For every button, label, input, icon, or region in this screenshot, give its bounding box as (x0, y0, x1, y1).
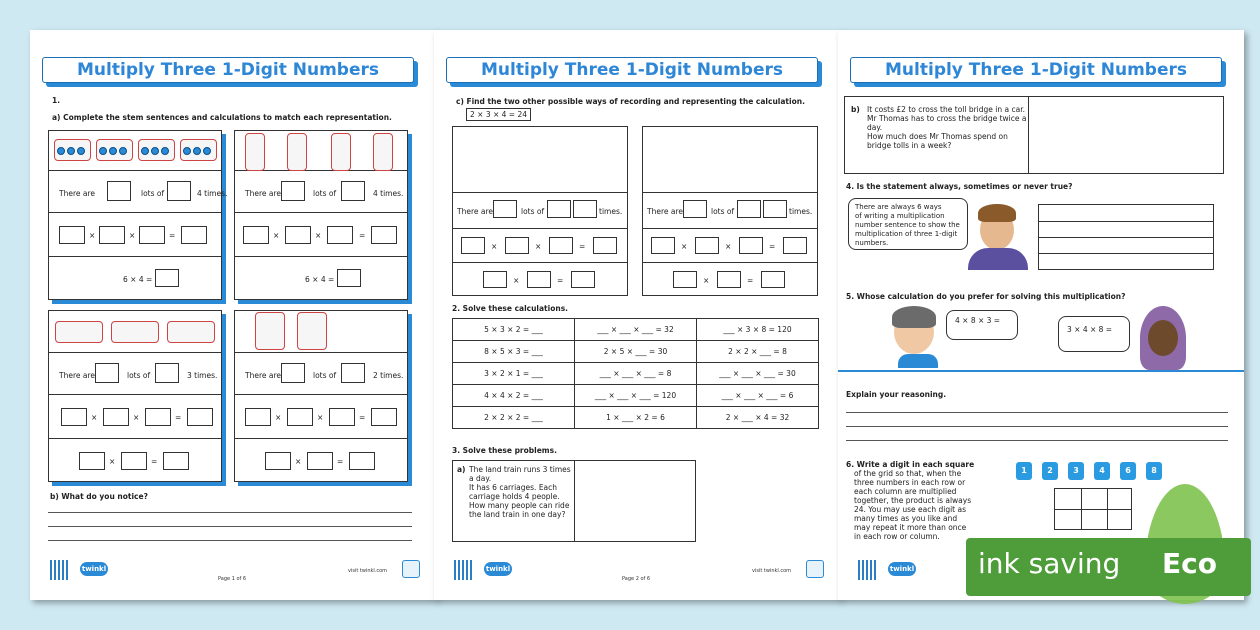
times-sign: × (317, 413, 324, 422)
problem-text: Mr Thomas has to cross the bridge twice a (867, 114, 1027, 123)
answer-box[interactable] (59, 226, 85, 244)
times-label: 2 times. (373, 371, 404, 380)
visit-link[interactable]: visit twinkl.com (752, 568, 792, 574)
egg-tray (111, 321, 159, 343)
answer-box[interactable] (99, 226, 125, 244)
answer-box[interactable] (673, 271, 697, 288)
worksheet-page-1 (30, 30, 436, 600)
table-row (453, 319, 819, 341)
digit-grid (1054, 488, 1132, 530)
table-cell[interactable]: ___ × ___ × ___ = 30 (697, 363, 819, 385)
statement-line: numbers. (855, 239, 889, 247)
times-sign: × (491, 242, 498, 251)
section-divider (838, 370, 1244, 372)
problem-text: bridge tolls in a week? (867, 141, 952, 150)
egg-trays-row (49, 131, 221, 171)
problem-a-box (452, 460, 696, 542)
egg-tray (55, 321, 103, 343)
representation-panel-2 (234, 130, 408, 300)
explain-label: Explain your reasoning. (846, 390, 947, 399)
answer-box[interactable] (763, 200, 787, 218)
question-2: 2. Solve these calculations. (452, 304, 569, 313)
statement-line: There are always 6 ways (855, 203, 942, 211)
answer-box[interactable] (337, 269, 361, 287)
times-sign: × (725, 242, 732, 251)
speech-bubble (848, 198, 968, 250)
answer-box[interactable] (145, 408, 171, 426)
qr-code-icon (858, 560, 878, 580)
question-6-line: together, the product is always (854, 496, 972, 505)
question-6-line: may repeat it more than once (854, 523, 967, 532)
problem-label: a) (457, 465, 466, 474)
page-footer (30, 546, 436, 600)
egg-tray (373, 133, 393, 171)
answer-box[interactable] (287, 408, 313, 426)
digit-tile[interactable]: 2 (1042, 462, 1058, 480)
table-row (453, 341, 819, 363)
problem-text: a day. (469, 474, 492, 483)
equals-sign: = (337, 457, 344, 466)
answer-line[interactable] (48, 512, 412, 513)
statement-line: multiplication of three 1-digit (855, 230, 958, 238)
boy-avatar (954, 204, 1034, 270)
answer-box[interactable] (695, 237, 719, 254)
times-sign: × (295, 457, 302, 466)
table-cell[interactable]: 1 × ___ × 2 = 6 (575, 407, 697, 429)
table-row (453, 385, 819, 407)
egg-tray (287, 133, 307, 171)
quality-badge-icon (402, 560, 420, 578)
answer-box[interactable] (527, 271, 551, 288)
digit-tile[interactable]: 8 (1146, 462, 1162, 480)
egg-trays-row (49, 311, 221, 353)
answer-box[interactable] (493, 200, 517, 218)
question-6-line: in each row or column. (854, 532, 940, 541)
times-label: times. (789, 207, 813, 216)
answer-box[interactable] (505, 237, 529, 254)
times-label: 4 times. (197, 189, 228, 198)
answer-line[interactable] (48, 526, 412, 527)
times-sign: × (89, 231, 96, 240)
problem-text: The land train runs 3 times (469, 465, 571, 474)
quality-badge-icon (806, 560, 824, 578)
eco-text: ink saving (978, 547, 1121, 580)
table-cell[interactable]: 5 × 3 × 2 = ___ (453, 319, 575, 341)
worksheet-page-2 (434, 30, 840, 600)
twinkl-logo: twinkl (484, 562, 512, 576)
question-3: 3. Solve these problems. (452, 446, 557, 455)
lots-of-label: lots of (711, 207, 735, 216)
answer-box[interactable] (121, 452, 147, 470)
problem-label: b) (851, 105, 860, 114)
answer-box[interactable] (95, 363, 119, 383)
representation-panel-1 (48, 130, 228, 300)
calculation-text: 6 × 4 = (305, 275, 335, 284)
times-sign: × (109, 457, 116, 466)
answer-line[interactable] (48, 540, 412, 541)
digit-tile[interactable]: 6 (1120, 462, 1136, 480)
answer-box[interactable] (181, 226, 207, 244)
answer-line[interactable] (846, 412, 1228, 413)
page-number: Page 1 of 6 (218, 576, 247, 582)
girl-avatar (1136, 306, 1190, 370)
times-sign: × (535, 242, 542, 251)
times-sign: × (315, 231, 322, 240)
table-cell[interactable]: 4 × 4 × 2 = ___ (453, 385, 575, 407)
question-5: 5. Whose calculation do you prefer for solving this multiplication? (846, 292, 1126, 301)
calc-bubble-b: 3 × 4 × 8 = (1058, 316, 1130, 352)
equals-sign: = (747, 276, 754, 285)
egg-tray (331, 133, 351, 171)
answer-box[interactable] (155, 363, 179, 383)
question-6-line: three numbers in each row or (854, 478, 966, 487)
problem-text: the land train in one day? (469, 510, 566, 519)
answer-box[interactable] (651, 237, 675, 254)
egg-tray (54, 139, 91, 161)
answer-box[interactable] (155, 269, 179, 287)
table-cell[interactable]: ___ × ___ × ___ = 8 (575, 363, 697, 385)
eco-label: Eco (1162, 547, 1217, 580)
answer-box[interactable] (717, 271, 741, 288)
answer-box[interactable] (371, 408, 397, 426)
equals-sign: = (769, 242, 776, 251)
answer-area[interactable] (1029, 97, 1223, 173)
calc-bubble-a: 4 × 8 × 3 = (946, 310, 1018, 340)
egg-tray (180, 139, 217, 161)
egg-trays-row (235, 311, 407, 353)
problem-text: How many people can ride (469, 501, 570, 510)
equals-sign: = (175, 413, 182, 422)
answer-box[interactable] (593, 237, 617, 254)
table-cell[interactable]: ___ × ___ × ___ = 32 (575, 319, 697, 341)
problem-text: carriage holds 4 people. (469, 492, 560, 501)
lots-of-label: lots of (141, 189, 165, 198)
there-are-label: There are (59, 371, 95, 380)
page-number: Page 2 of 6 (622, 576, 651, 582)
answer-box[interactable] (307, 452, 333, 470)
answer-box[interactable] (341, 363, 365, 383)
equals-sign: = (579, 242, 586, 251)
answer-box[interactable] (371, 226, 397, 244)
representation-panel-4 (234, 310, 408, 482)
answer-box[interactable] (737, 200, 761, 218)
times-sign: × (273, 231, 280, 240)
question-number: 1. (52, 96, 61, 105)
problem-text: day. (867, 123, 883, 132)
table-row (453, 407, 819, 429)
times-sign: × (133, 413, 140, 422)
times-sign: × (275, 413, 282, 422)
egg-tray (297, 312, 327, 350)
answer-box[interactable] (103, 408, 129, 426)
answer-box[interactable] (739, 237, 763, 254)
problem-text: It has 6 carriages. Each (469, 483, 558, 492)
egg-tray (138, 139, 175, 161)
table-cell[interactable]: 2 × 5 × ___ = 30 (575, 341, 697, 363)
question-6-line: of the grid so that, when the (854, 469, 962, 478)
lots-of-label: lots of (313, 189, 337, 198)
there-are-label: There are (457, 207, 493, 216)
answer-area[interactable] (575, 461, 695, 541)
answer-box[interactable] (349, 452, 375, 470)
visit-link[interactable]: visit twinkl.com (348, 568, 388, 574)
table-cell[interactable]: ___ × 3 × 8 = 120 (697, 319, 819, 341)
question-6-line: 24. You may use each digit as (854, 505, 966, 514)
equals-sign: = (359, 413, 366, 422)
times-sign: × (681, 242, 688, 251)
answer-box[interactable] (265, 452, 291, 470)
qr-code-icon (50, 560, 70, 580)
twinkl-logo: twinkl (80, 562, 108, 576)
table-cell[interactable]: 8 × 5 × 3 = ___ (453, 341, 575, 363)
given-calculation: 2 × 3 × 4 = 24 (466, 108, 531, 121)
table-cell[interactable]: 2 × ___ × 4 = 32 (697, 407, 819, 429)
answer-box[interactable] (245, 408, 271, 426)
question-6-line: many times as you like and (854, 514, 958, 523)
qr-code-icon (454, 560, 474, 580)
answer-box[interactable] (683, 200, 707, 218)
answer-box[interactable] (167, 181, 191, 201)
egg-tray (96, 139, 133, 161)
answer-box[interactable] (341, 181, 365, 201)
equals-sign: = (557, 276, 564, 285)
answer-box[interactable] (281, 181, 305, 201)
table-cell[interactable]: 2 × 2 × ___ = 8 (697, 341, 819, 363)
egg-trays-row (235, 131, 407, 171)
question-6-line: each column are multiplied (854, 487, 957, 496)
problem-text: How much does Mr Thomas spend on (867, 132, 1008, 141)
answer-box[interactable] (327, 226, 353, 244)
answer-box[interactable] (761, 271, 785, 288)
answer-line[interactable] (846, 426, 1228, 427)
table-cell[interactable]: 2 × 2 × 2 = ___ (453, 407, 575, 429)
answer-box[interactable] (107, 181, 131, 201)
table-row (453, 363, 819, 385)
times-sign: × (703, 276, 710, 285)
twinkl-logo: twinkl (888, 562, 916, 576)
egg-tray (245, 133, 265, 171)
answer-box[interactable] (571, 271, 595, 288)
answer-box[interactable] (61, 408, 87, 426)
equals-sign: = (169, 231, 176, 240)
times-sign: × (129, 231, 136, 240)
answer-lines-box (1038, 204, 1214, 270)
problem-b-box (844, 96, 1224, 174)
egg-tray (255, 312, 285, 350)
answer-box[interactable] (461, 237, 485, 254)
table-cell[interactable]: ___ × ___ × ___ = 120 (575, 385, 697, 407)
page-title: Multiply Three 1-Digit Numbers (446, 57, 818, 83)
times-label: times. (599, 207, 623, 216)
egg-tray (167, 321, 215, 343)
problem-text: It costs £2 to cross the toll bridge in a car. (867, 105, 1025, 114)
table-cell[interactable]: 3 × 2 × 1 = ___ (453, 363, 575, 385)
there-are-label: There are (59, 189, 95, 198)
there-are-label: There are (647, 207, 683, 216)
question-c: c) Find the two other possible ways of recording and representing the calculation. (456, 97, 805, 106)
digit-tile[interactable]: 3 (1068, 462, 1084, 480)
answer-box[interactable] (285, 226, 311, 244)
statement-line: number sentence to show the (855, 221, 960, 229)
page-footer (434, 546, 840, 600)
times-sign: × (91, 413, 98, 422)
answer-box[interactable] (139, 226, 165, 244)
answer-box[interactable] (187, 408, 213, 426)
question-4: 4. Is the statement always, sometimes or never true? (846, 182, 1073, 191)
times-label: 4 times. (373, 189, 404, 198)
equals-sign: = (151, 457, 158, 466)
page-title: Multiply Three 1-Digit Numbers (42, 57, 414, 83)
question-6-line: 6. Write a digit in each square (846, 460, 975, 469)
lots-of-label: lots of (127, 371, 151, 380)
page-title: Multiply Three 1-Digit Numbers (850, 57, 1222, 83)
boy-2-avatar (888, 306, 942, 368)
equals-sign: = (359, 231, 366, 240)
lots-of-label: lots of (521, 207, 545, 216)
lots-of-label: lots of (313, 371, 337, 380)
times-label: 3 times. (187, 371, 218, 380)
drawing-area[interactable] (453, 127, 627, 193)
drawing-area[interactable] (643, 127, 817, 193)
statement-line: of writing a multiplication (855, 212, 945, 220)
answer-line[interactable] (846, 440, 1228, 441)
representation-panel-3 (48, 310, 222, 482)
answer-box[interactable] (783, 237, 807, 254)
digit-tile[interactable]: 1 (1016, 462, 1032, 480)
there-are-label: There are (245, 371, 281, 380)
answer-box[interactable] (79, 452, 105, 470)
question-a: a) Complete the stem sentences and calculations to match each representation. (52, 113, 392, 122)
answer-box[interactable] (281, 363, 305, 383)
answer-box[interactable] (547, 200, 571, 218)
answer-box[interactable] (243, 226, 269, 244)
digit-tile[interactable]: 4 (1094, 462, 1110, 480)
calculation-text: 6 × 4 = (123, 275, 153, 284)
representation-panel-b (642, 126, 818, 296)
there-are-label: There are (245, 189, 281, 198)
representation-panel-a (452, 126, 628, 296)
answer-box[interactable] (549, 237, 573, 254)
calculations-table (452, 318, 819, 429)
answer-box[interactable] (573, 200, 597, 218)
eco-badge (966, 538, 1251, 596)
times-sign: × (513, 276, 520, 285)
answer-box[interactable] (163, 452, 189, 470)
answer-box[interactable] (483, 271, 507, 288)
answer-box[interactable] (329, 408, 355, 426)
table-cell[interactable]: ___ × ___ × ___ = 6 (697, 385, 819, 407)
question-b: b) What do you notice? (50, 492, 148, 501)
